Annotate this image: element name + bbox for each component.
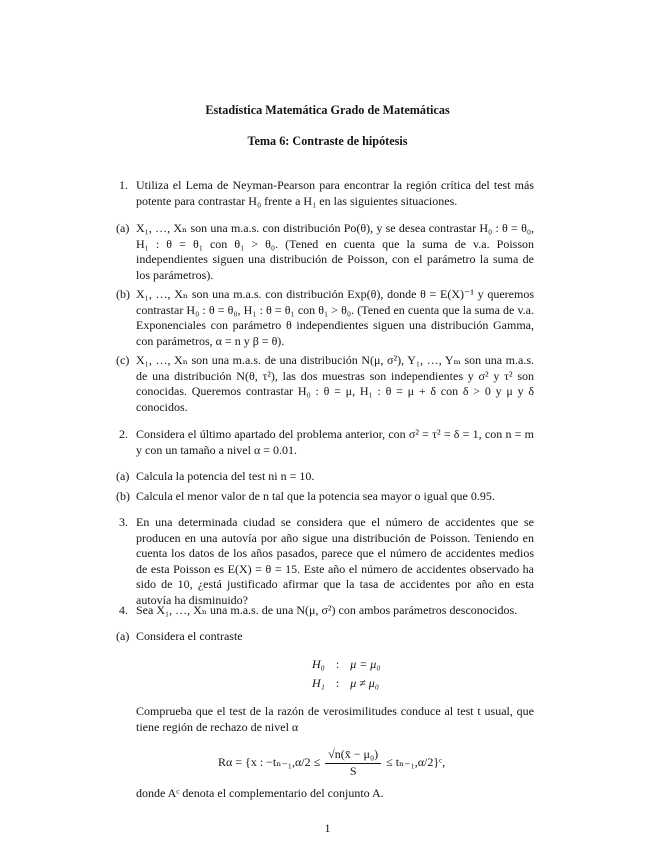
part-label: (c): [116, 353, 130, 367]
problem-number: 4.: [119, 603, 128, 617]
formula-denominator: S: [349, 763, 357, 778]
part-text: Calcula el menor valor de n tal que la potencia sea mayor o igual que 0.95.: [136, 489, 495, 503]
hypothesis-rel: :: [335, 657, 340, 671]
topic-title: Tema 6: Contraste de hipótesis: [247, 134, 408, 148]
hypothesis-rhs: μ = μ₀: [350, 657, 381, 671]
hypothesis-alternative: [312, 676, 379, 692]
problem-text: Utiliza el Lema de Neyman-Pearson para encontrar la región crítica del test más potente para contrastar H₀ frente a H₁ en las siguientes situaciones.: [136, 178, 534, 208]
problem-number: 2.: [119, 427, 128, 441]
formula-fraction: [325, 747, 381, 779]
part-text: X₁, …, Xₙ son una m.a.s. de una distribución N(μ, σ²), Y₁, …, Yₘ son una m.a.s. de una distribución N(θ, τ²), las dos muestras son independientes y σ² y τ² son conocidas. Queremos contrastar H₀ : θ = μ, H₁ : θ = μ + δ con δ > 0 y μ y δ conocidos.: [136, 353, 534, 414]
part-label: (a): [116, 469, 130, 483]
part-closing-text: donde Aᶜ denota el complementario del conjunto A.: [136, 786, 384, 800]
hypothesis-lhs: H₁: [312, 676, 325, 690]
page-number: 1: [324, 821, 331, 835]
formula-numerator: √n(x̄ − μ₀): [325, 747, 381, 764]
problem-text: Sea X₁, …, Xₙ una m.a.s. de una N(μ, σ²) con ambos parámetros desconocidos.: [136, 603, 518, 617]
hypothesis-rhs: μ ≠ μ₀: [350, 676, 379, 690]
problem-number: 3.: [119, 515, 128, 529]
problem-text: Considera el último apartado del problema anterior, con σ² = τ² = δ = 1, con n = m y con un tamaño a nivel α = 0.01.: [136, 427, 534, 457]
part-after-text: Comprueba que el test de la razón de verosimilitudes conduce al test t usual, que tiene región de rechazo de nivel α: [136, 704, 534, 734]
part-text: Considera el contraste: [136, 629, 243, 643]
part-text: Calcula la potencia del test ni n = 10.: [136, 469, 315, 483]
rejection-region-formula: [218, 747, 445, 779]
formula-lhs: Rα = {x : −tₙ₋₁,α/2 ≤: [218, 754, 321, 769]
part-label: (b): [116, 287, 130, 301]
hypothesis-null: [312, 657, 381, 673]
hypothesis-lhs: H₀: [312, 657, 325, 671]
part-label: (a): [116, 629, 130, 643]
problem-number: 1.: [119, 178, 128, 192]
formula-rhs: ≤ tₙ₋₁,α/2}ᶜ,: [386, 754, 446, 769]
part-label: (a): [116, 221, 130, 235]
part-text: X₁, …, Xₙ son una m.a.s. con distribución Po(θ), y se desea contrastar H₀ : θ = θ₀, H₁ : θ = θ₁ con θ₁ > θ₀. (Tened en cuenta que la suma de v.a. Poisson independientes siguen una distribución de Poisson, con el parámetro la suma de los parámetros).: [136, 221, 534, 282]
problem-text: En una determinada ciudad se considera que el número de accidentes que se producen en una autovía por año sigue una distribución de Poisson. Teniendo en cuenta los datos de los años pasados, parece que el número de accidentes medios de esta Poisson es E(X) = θ = 15. Este año el número de accidentes observado ha sido de 10, ¿está justificado afirmar que la tasa de accidentes por año en esta autovía ha disminuido?: [136, 515, 534, 607]
hypothesis-rel: :: [335, 676, 340, 690]
course-title: Estadística Matemática Grado de Matemáticas: [205, 103, 450, 117]
part-text: X₁, …, Xₙ son una m.a.s. con distribución Exp(θ), donde θ = E(X)⁻¹ y queremos contrastar H₀ : θ = θ₀, H₁ : θ = θ₁ con θ₁ > θ₀. (Tened en cuenta que la suma de v.a. Exponenciales con parámetro θ independientes siguen una distribución Gamma, con parámetros, α = n y β = θ).: [136, 287, 534, 348]
part-label: (b): [116, 489, 130, 503]
